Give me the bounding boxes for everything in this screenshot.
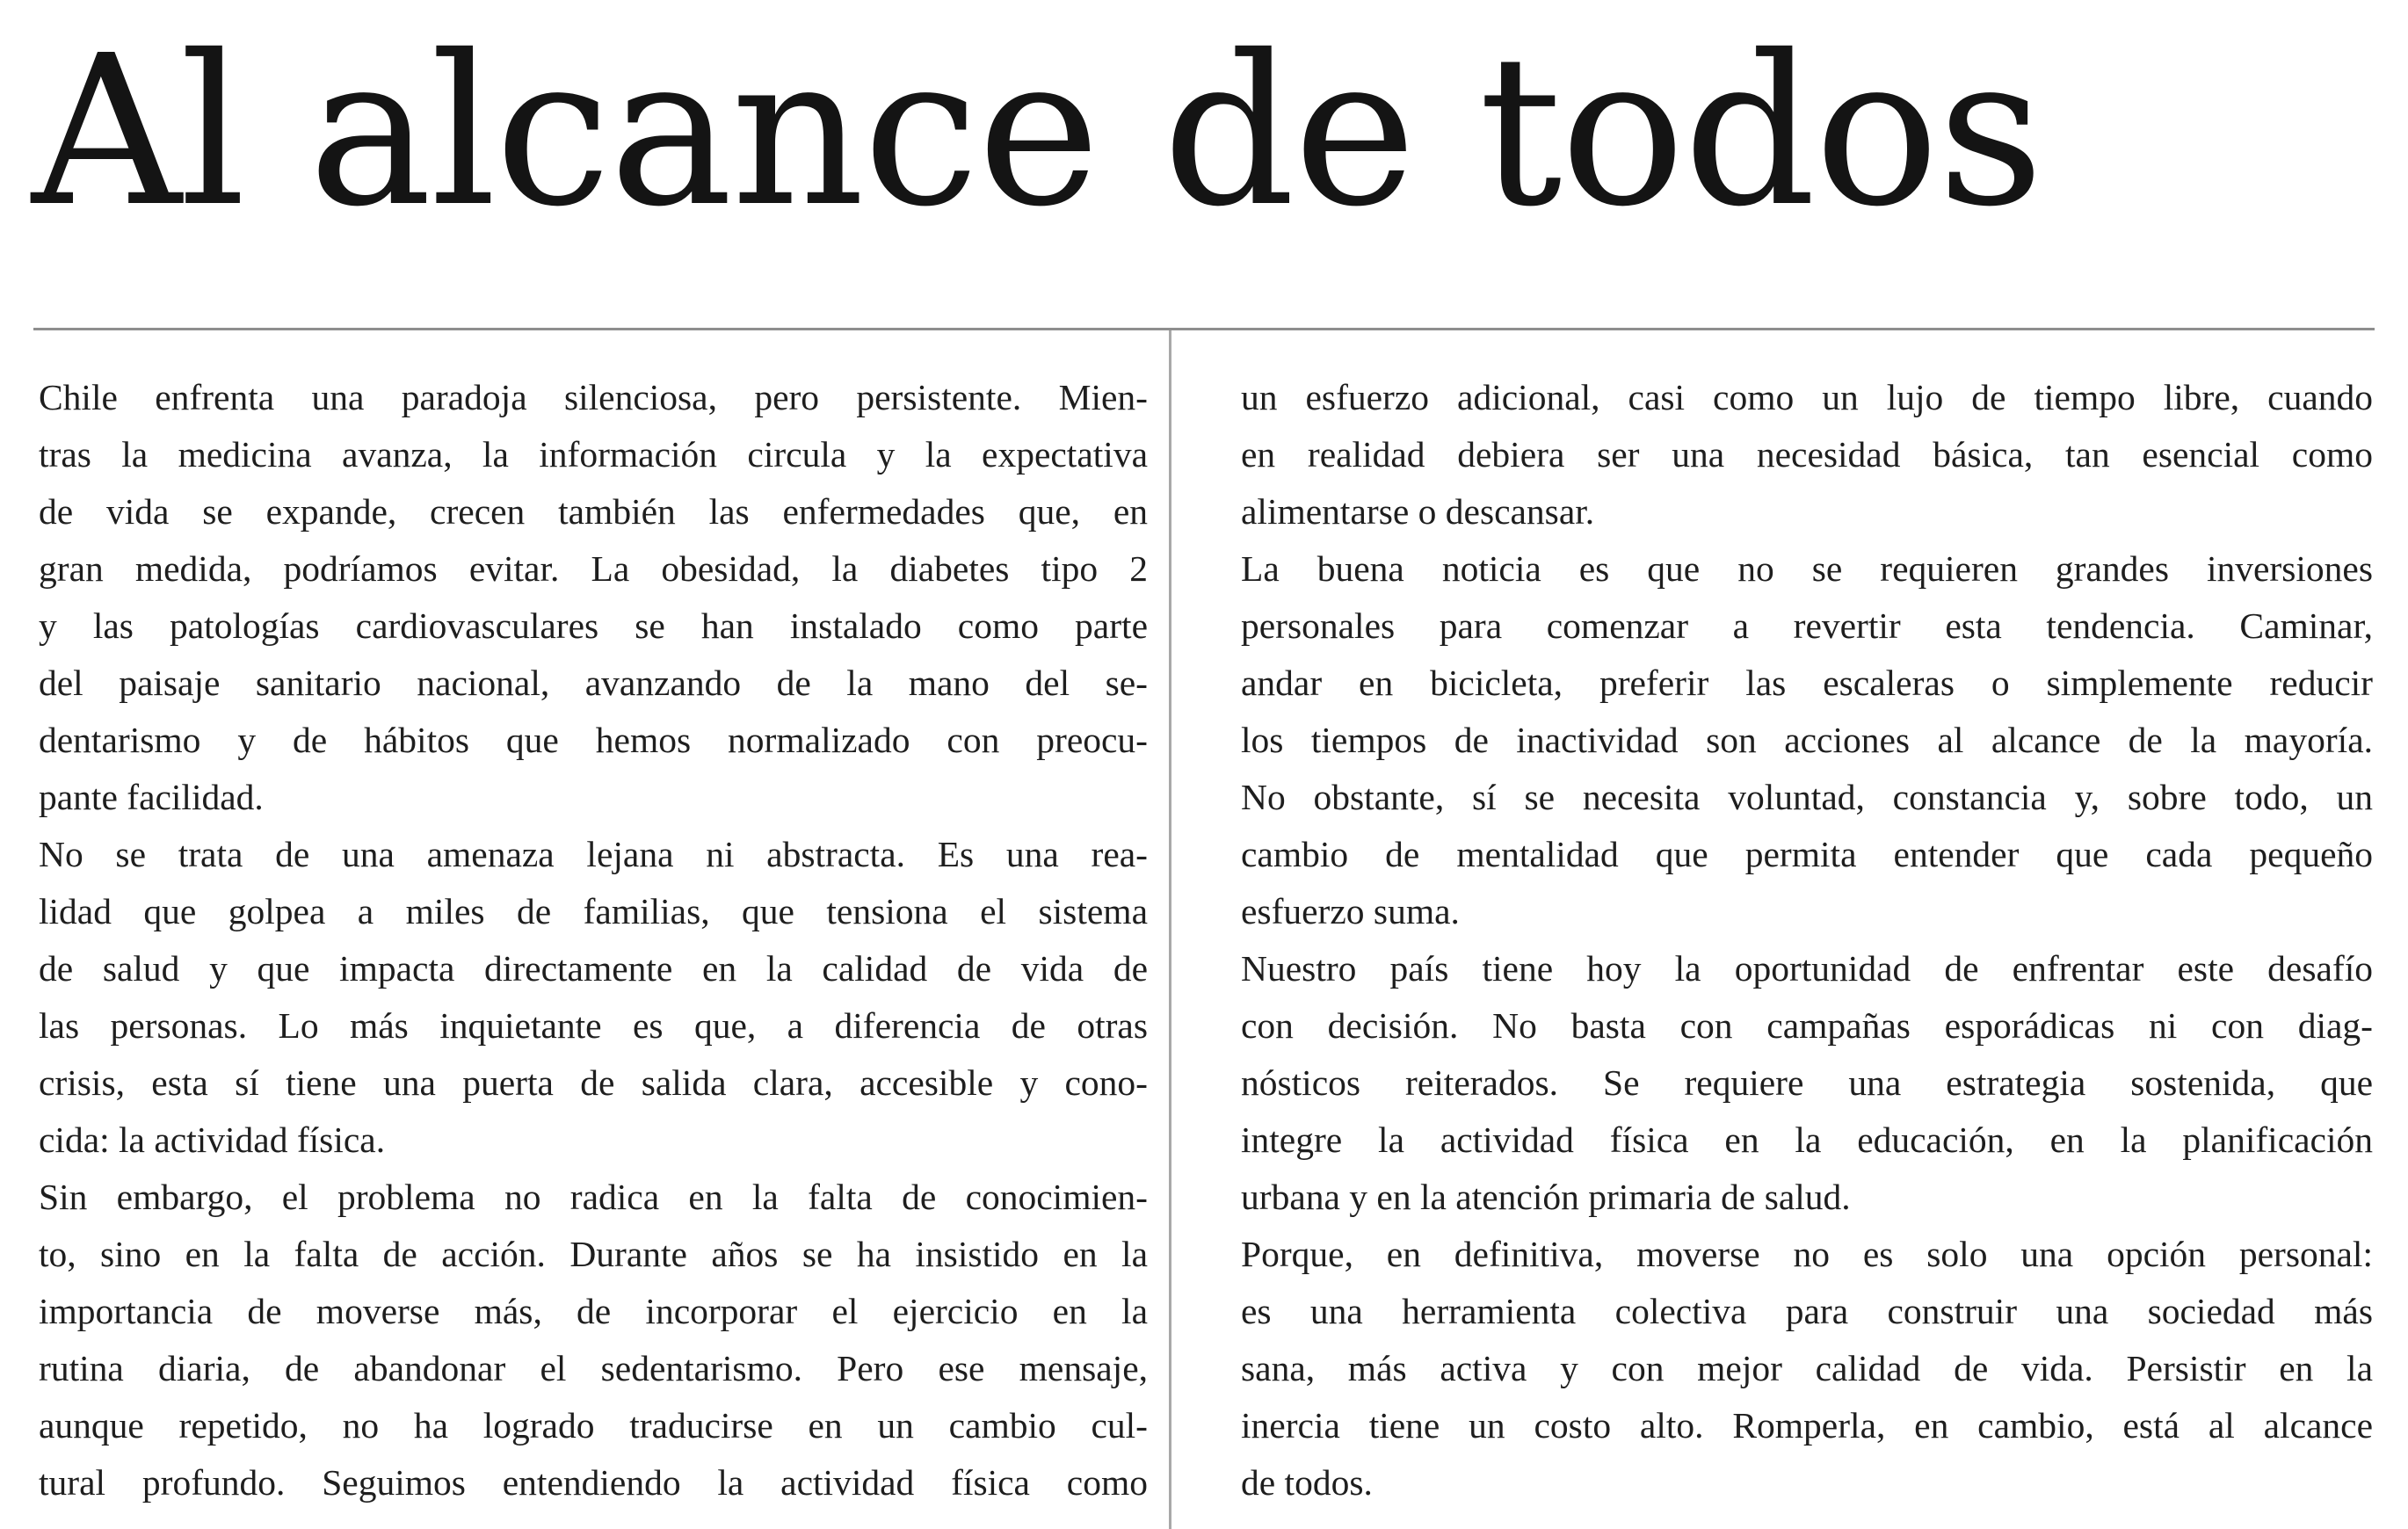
text-line: cambio de mentalidad que permita entender que cada pequeño — [1241, 834, 2373, 874]
text-line: es una herramienta colectiva para construir una sociedad más — [1241, 1291, 2373, 1331]
text-line: de todos. — [1241, 1462, 1373, 1503]
title-divider — [33, 328, 2375, 330]
text-line: aunque repetido, no ha logrado traducirse en un cambio cul- — [39, 1405, 1148, 1446]
text-line: las personas. Lo más inquietante es que, a diferencia de otras — [39, 1005, 1148, 1046]
text-line: sana, más activa y con mejor calidad de vida. Persistir en la — [1241, 1348, 2373, 1388]
text-line: y las patologías cardiovasculares se han instalado como parte — [39, 605, 1148, 646]
article-title: Al alcance de todos — [32, 11, 2042, 252]
text-line: los tiempos de inactividad son acciones al alcance de la mayoría. — [1241, 720, 2373, 760]
text-line: andar en bicicleta, preferir las escaleras o simplemente reducir — [1241, 663, 2373, 703]
text-line: de vida se expande, crecen también las enfermedades que, en — [39, 491, 1148, 532]
text-line: urbana y en la atención primaria de salud. — [1241, 1177, 1851, 1217]
text-line: La buena noticia es que no se requieren grandes inversiones — [1241, 548, 2373, 589]
text-line: pante facilidad. — [39, 777, 264, 817]
text-line: Sin embargo, el problema no radica en la falta de conocimien- — [39, 1177, 1148, 1217]
text-line: Nuestro país tiene hoy la oportunidad de enfrentar este desafío — [1241, 948, 2373, 989]
text-line: cida: la actividad física. — [39, 1120, 386, 1160]
text-line: No se trata de una amenaza lejana ni abstracta. Es una rea- — [39, 834, 1148, 874]
text-line: esfuerzo suma. — [1241, 891, 1460, 931]
text-line: No obstante, sí se necesita voluntad, constancia y, sobre todo, un — [1241, 777, 2373, 817]
text-line: gran medida, podríamos evitar. La obesidad, la diabetes tipo 2 — [39, 548, 1148, 589]
text-line: importancia de moverse más, de incorporar el ejercicio en la — [39, 1291, 1148, 1331]
text-line: tras la medicina avanza, la información circula y la expectativa — [39, 434, 1148, 475]
column-divider — [1169, 330, 1171, 1529]
text-line: de salud y que impacta directamente en la calidad de vida de — [39, 948, 1148, 989]
text-line: to, sino en la falta de acción. Durante años se ha insistido en la — [39, 1234, 1148, 1274]
text-line: inercia tiene un costo alto. Romperla, en cambio, está al alcance — [1241, 1405, 2373, 1446]
text-line: alimentarse o descansar. — [1241, 491, 1595, 532]
text-line: un esfuerzo adicional, casi como un lujo de tiempo libre, cuando — [1241, 377, 2373, 417]
text-line: Porque, en definitiva, moverse no es solo una opción personal: — [1241, 1234, 2373, 1274]
text-line: en realidad debiera ser una necesidad básica, tan esencial como — [1241, 434, 2373, 475]
article-column-left — [39, 369, 1148, 1511]
text-line: rutina diaria, de abandonar el sedentarismo. Pero ese mensaje, — [39, 1348, 1148, 1388]
text-line: dentarismo y de hábitos que hemos normalizado con preocu- — [39, 720, 1148, 760]
text-line: con decisión. No basta con campañas esporádicas ni con diag- — [1241, 1005, 2373, 1046]
text-line: del paisaje sanitario nacional, avanzando de la mano del se- — [39, 663, 1148, 703]
text-line: Chile enfrenta una paradoja silenciosa, pero persistente. Mien- — [39, 377, 1148, 417]
text-line: lidad que golpea a miles de familias, que tensiona el sistema — [39, 891, 1148, 931]
text-line: crisis, esta sí tiene una puerta de salida clara, accesible y cono- — [39, 1062, 1148, 1103]
text-line: tural profundo. Seguimos entendiendo la actividad física como — [39, 1462, 1148, 1503]
article-column-right — [1241, 369, 2373, 1511]
text-line: nósticos reiterados. Se requiere una estrategia sostenida, que — [1241, 1062, 2373, 1103]
text-line: personales para comenzar a revertir esta tendencia. Caminar, — [1241, 605, 2373, 646]
text-line: integre la actividad física en la educación, en la planificación — [1241, 1120, 2373, 1160]
